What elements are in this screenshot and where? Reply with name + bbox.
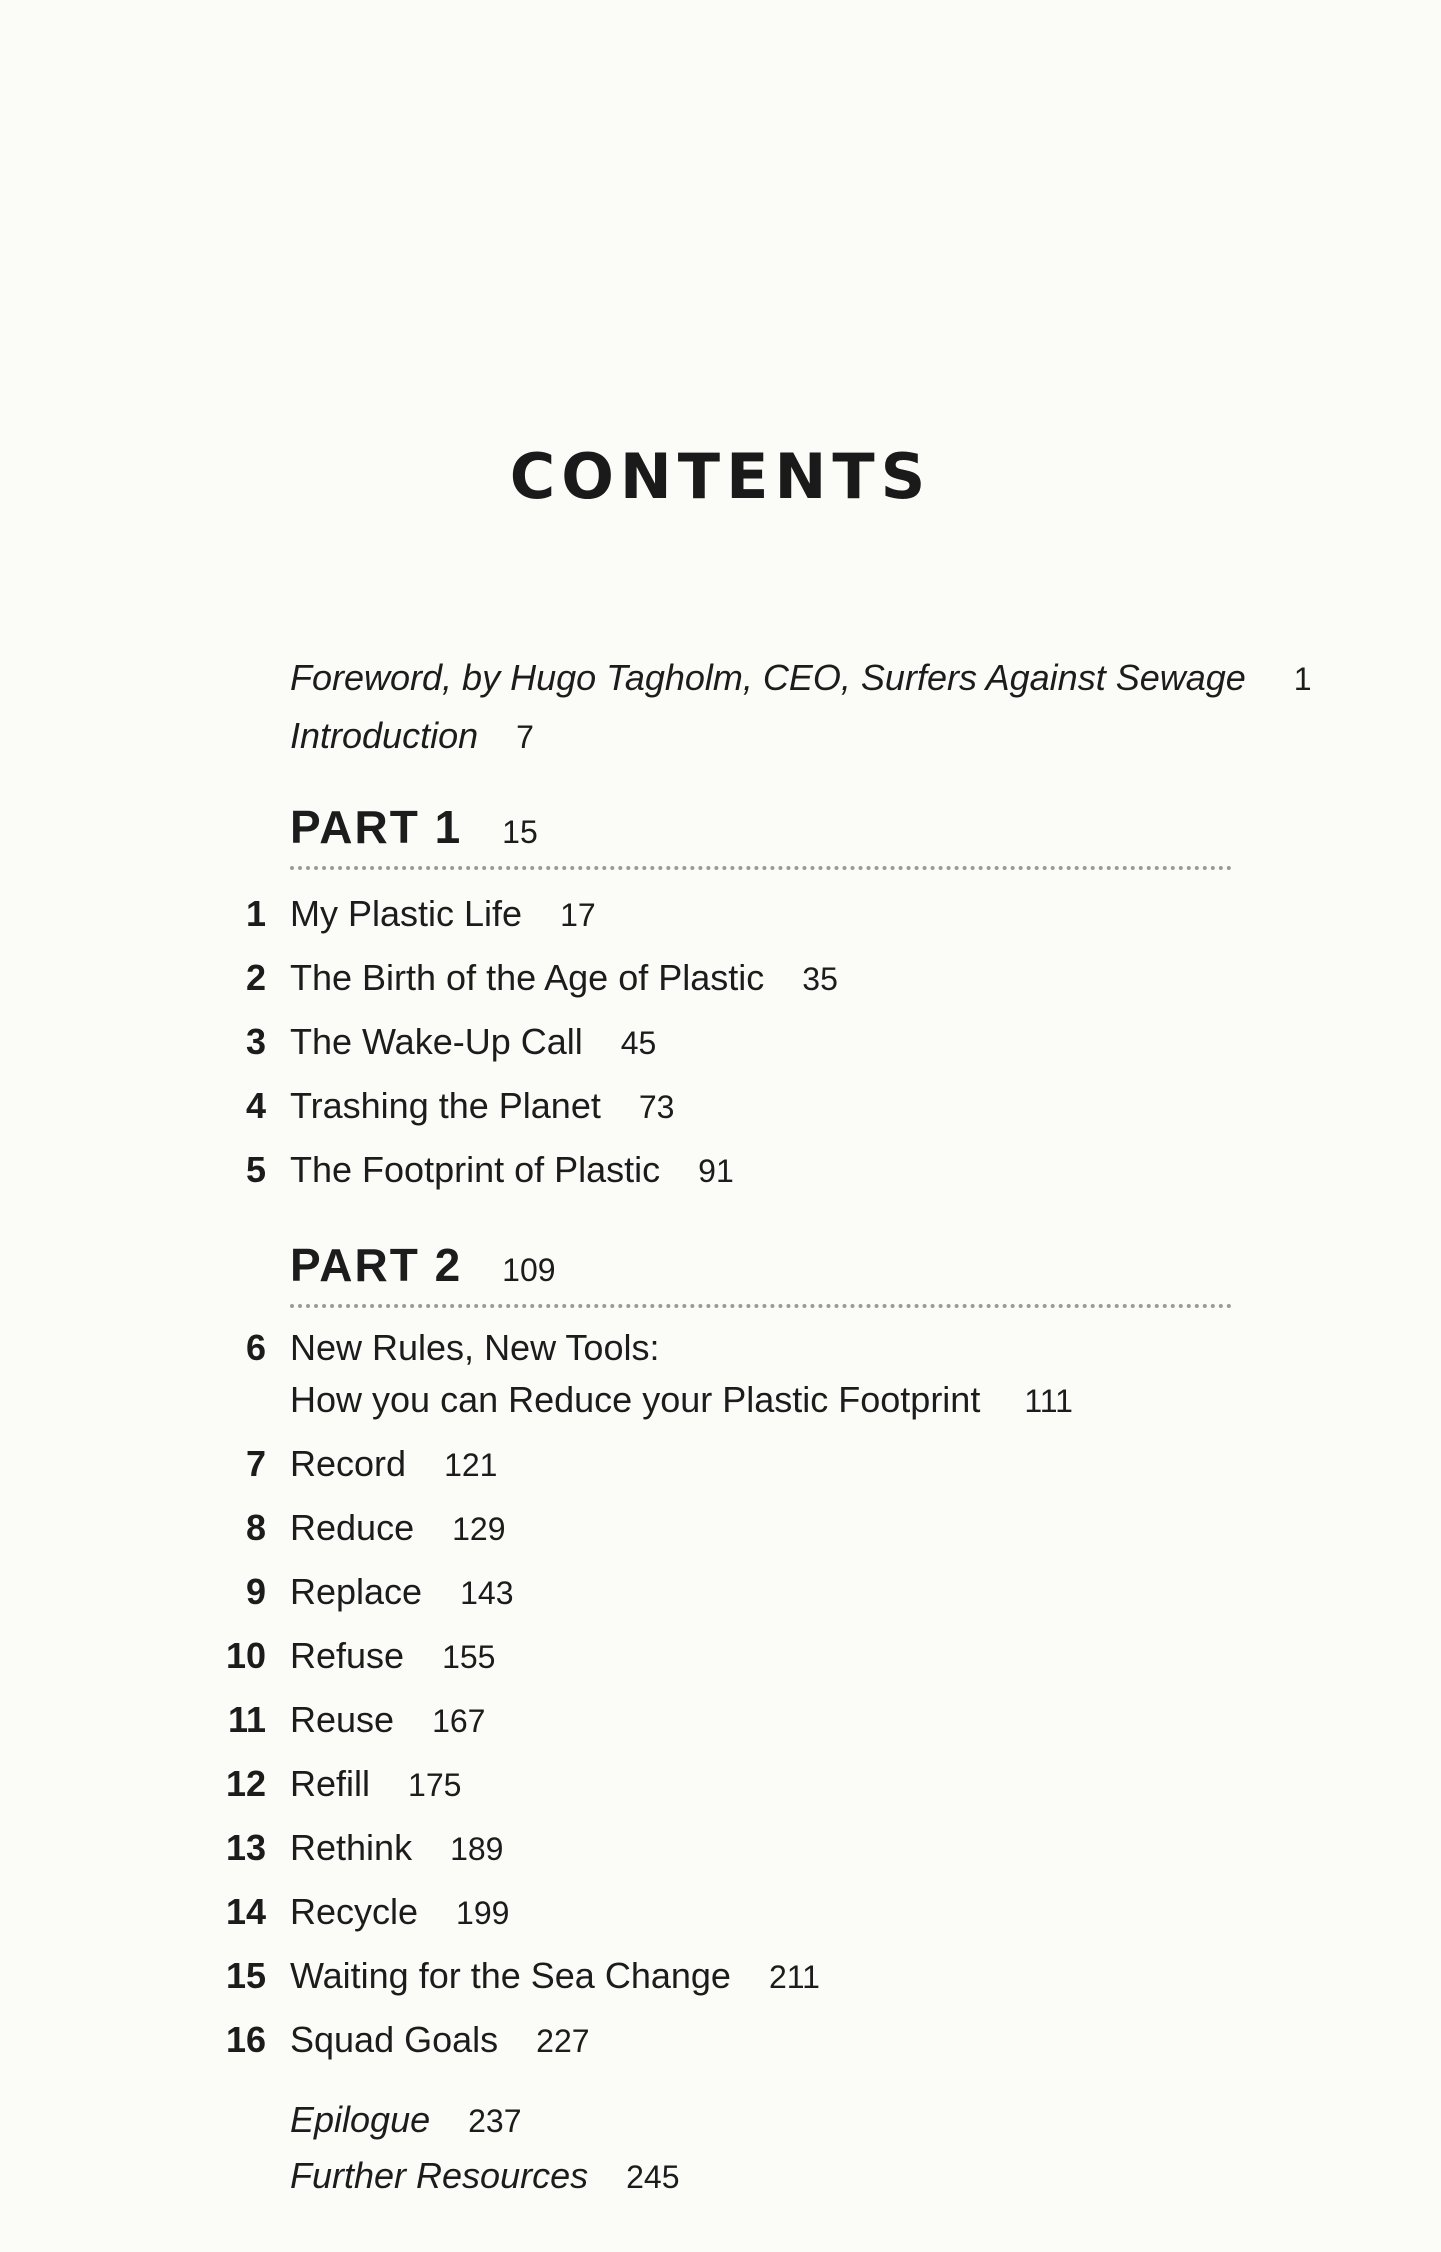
chapter-page: 129 bbox=[452, 1511, 506, 1547]
chapter-number: 5 bbox=[245, 1149, 266, 1190]
chapter-number: 6 bbox=[245, 1327, 266, 1368]
toc-entry-page: 1 bbox=[1293, 661, 1312, 697]
chapter-number: 7 bbox=[245, 1443, 266, 1484]
part-page: 109 bbox=[502, 1252, 556, 1288]
chapter-page: 45 bbox=[620, 1025, 657, 1061]
part-title: PART 1 bbox=[290, 801, 463, 853]
chapter-title: My Plastic Life bbox=[290, 893, 523, 934]
part-heading-2[interactable] bbox=[290, 1235, 556, 1295]
chapter-number: 3 bbox=[245, 1021, 266, 1062]
toc-entry-label: Foreword, by Hugo Tagholm, CEO, Surfers Against Sewage bbox=[290, 657, 1246, 698]
chapter-page: 155 bbox=[442, 1639, 496, 1675]
dotted-divider bbox=[290, 866, 1232, 870]
toc-entry-page: 7 bbox=[516, 719, 534, 755]
chapter-page: 35 bbox=[802, 961, 838, 997]
chapter-number: 2 bbox=[245, 957, 266, 998]
chapter-page: 17 bbox=[560, 897, 596, 933]
chapter-title: New Rules, New Tools: bbox=[290, 1327, 660, 1368]
chapter-title: Rethink bbox=[290, 1827, 413, 1868]
chapter-number: 15 bbox=[225, 1955, 266, 1996]
chapter-number: 14 bbox=[225, 1891, 266, 1932]
chapter-title: Refill bbox=[290, 1763, 371, 1804]
dotted-divider bbox=[290, 1304, 1232, 1308]
chapter-title: Reuse bbox=[290, 1699, 395, 1740]
chapter-page: 111 bbox=[1024, 1383, 1073, 1419]
chapter-page: 189 bbox=[450, 1831, 504, 1867]
chapter-title: The Birth of the Age of Plastic bbox=[290, 957, 765, 998]
chapter-page: 167 bbox=[432, 1703, 486, 1739]
chapter-subtitle: How you can Reduce your Plastic Footprint bbox=[290, 1379, 981, 1420]
page-title: CONTENTS bbox=[509, 440, 932, 513]
chapter-page: 143 bbox=[460, 1575, 514, 1611]
toc-entry-label: Further Resources bbox=[290, 2155, 589, 2196]
part-title: PART 2 bbox=[290, 1239, 463, 1291]
chapter-number: 4 bbox=[245, 1085, 266, 1126]
chapter-number: 12 bbox=[225, 1763, 266, 1804]
chapter-page: 175 bbox=[408, 1767, 462, 1803]
chapter-number: 11 bbox=[227, 1699, 266, 1740]
chapter-page: 199 bbox=[456, 1895, 510, 1931]
chapter-title: The Wake-Up Call bbox=[290, 1021, 583, 1062]
toc-entry-page: 237 bbox=[468, 2103, 522, 2139]
chapter-number: 10 bbox=[225, 1635, 266, 1676]
chapter-number: 9 bbox=[245, 1571, 266, 1612]
chapter-title: The Footprint of Plastic bbox=[290, 1149, 661, 1190]
chapter-page: 91 bbox=[698, 1153, 734, 1189]
chapter-title: Reduce bbox=[290, 1507, 415, 1548]
chapter-title: Refuse bbox=[290, 1635, 405, 1676]
chapter-number: 16 bbox=[225, 2019, 266, 2060]
chapter-page: 211 bbox=[768, 1959, 820, 1995]
part-page: 15 bbox=[502, 814, 538, 850]
toc-entry-label: Epilogue bbox=[290, 2099, 431, 2140]
chapter-page: 73 bbox=[638, 1089, 675, 1125]
chapter-title: Waiting for the Sea Change bbox=[290, 1955, 731, 1996]
chapter-number: 13 bbox=[225, 1827, 266, 1868]
chapter-page: 227 bbox=[536, 2023, 590, 2059]
chapter-number: 8 bbox=[245, 1507, 266, 1548]
chapter-title: Trashing the Planet bbox=[290, 1085, 601, 1126]
chapter-title: Recycle bbox=[290, 1891, 419, 1932]
toc-entry-label: Introduction bbox=[290, 715, 479, 756]
chapter-title: Record bbox=[290, 1443, 407, 1484]
toc-entry-page: 245 bbox=[626, 2159, 680, 2195]
chapter-page: 121 bbox=[444, 1447, 498, 1483]
chapter-title: Squad Goals bbox=[290, 2019, 499, 2060]
chapter-number: 1 bbox=[245, 893, 266, 934]
chapter-title: Replace bbox=[290, 1571, 423, 1612]
part-heading-1[interactable] bbox=[290, 797, 538, 857]
